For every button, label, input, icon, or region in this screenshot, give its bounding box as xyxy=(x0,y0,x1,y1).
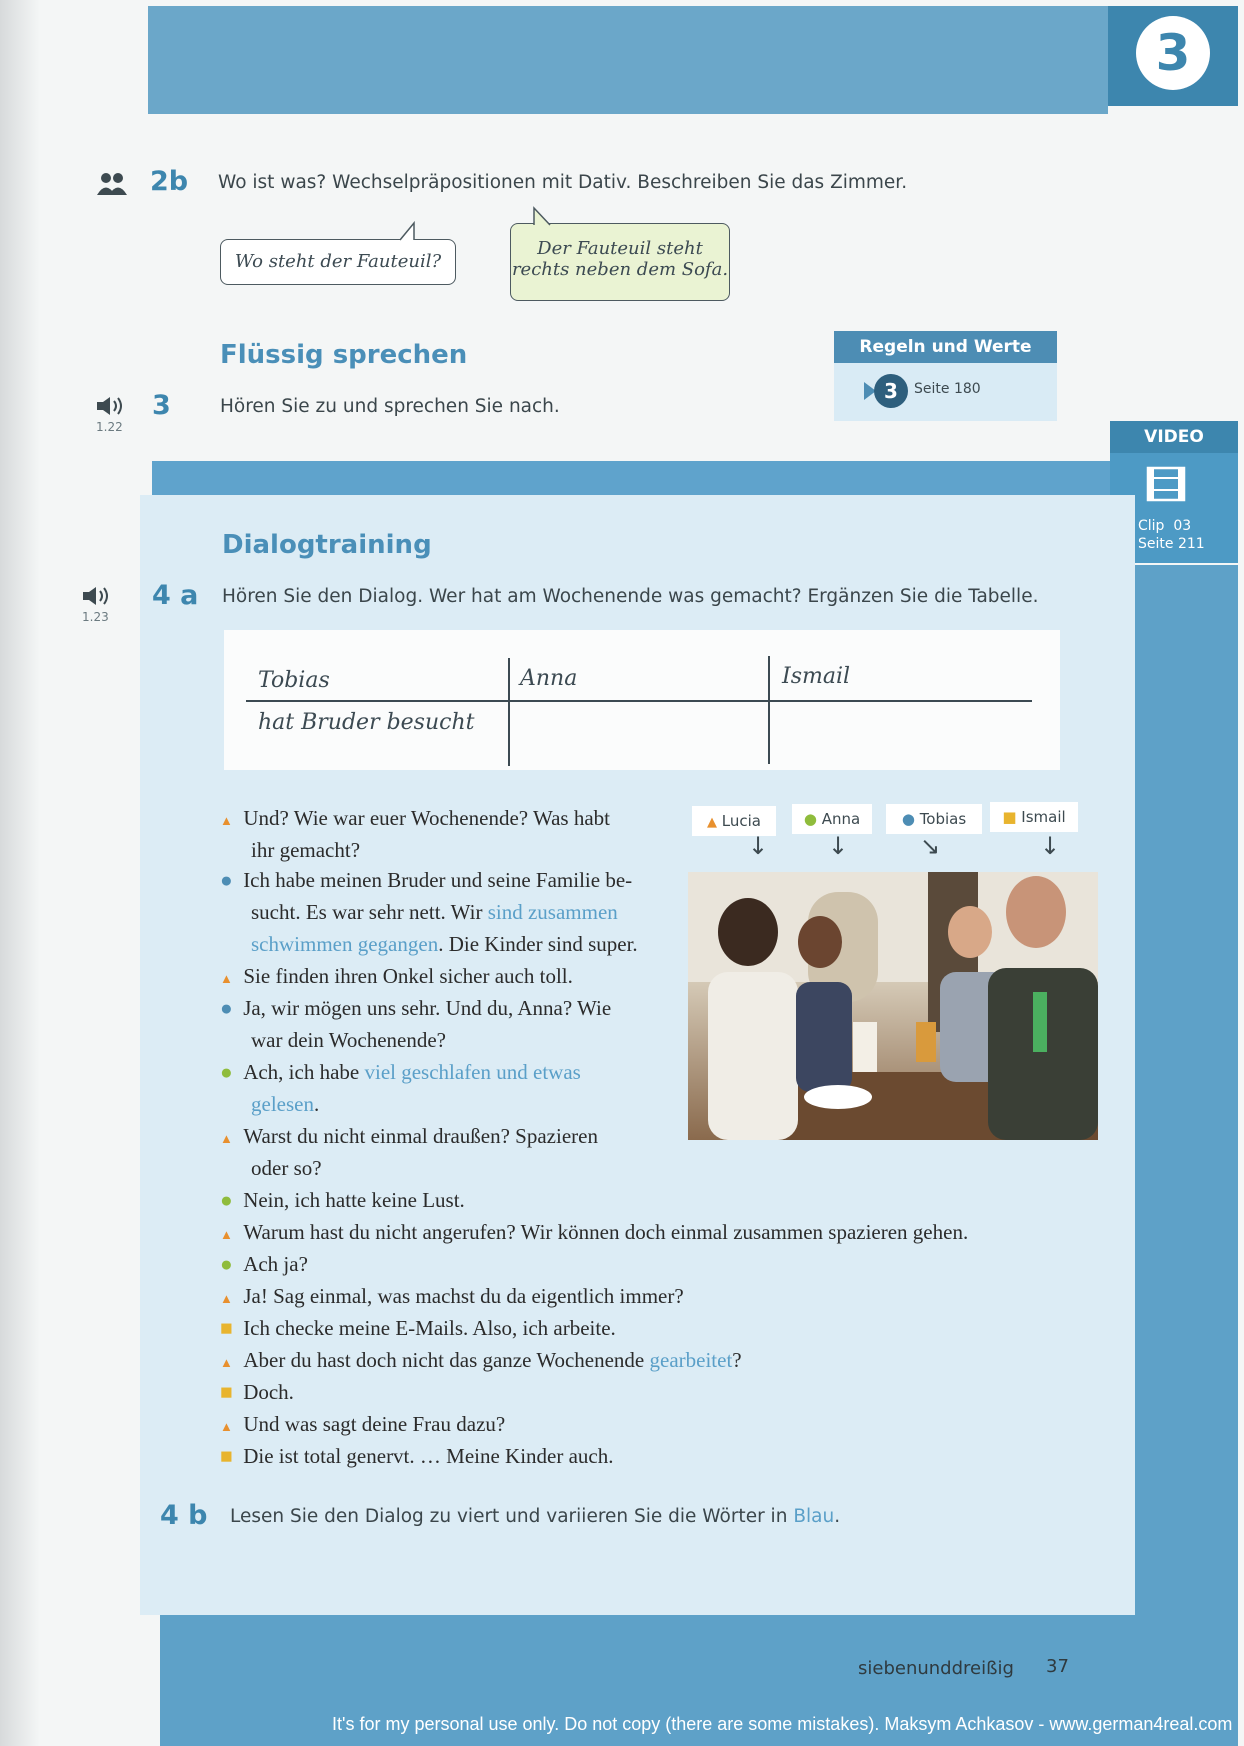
video-clip: Clip 03 xyxy=(1138,518,1192,534)
speaker-marker: ▲ xyxy=(220,971,233,986)
video-page: Seite 211 xyxy=(1138,536,1205,552)
dialog-text: Die ist total genervt. … Meine Kinder auch. xyxy=(243,1444,614,1468)
regeln-number: 3 xyxy=(874,374,908,408)
page-number: 37 xyxy=(1046,1656,1069,1677)
name-tag-lucia: ▲ Lucia xyxy=(692,806,776,836)
speech-bubble-answer xyxy=(510,223,730,301)
section-title-dialog: Dialogtraining xyxy=(222,530,432,560)
table-header: Ismail xyxy=(782,664,851,689)
dialog-text: Ja! Sag einmal, was machst du da eigentlich immer? xyxy=(243,1284,684,1308)
audio-track-number: 1.22 xyxy=(96,420,123,434)
table-rule xyxy=(246,700,1032,702)
arrow-down-icon: ↓ xyxy=(828,832,849,860)
dialog-line xyxy=(251,1088,319,1120)
speaker-marker: ▲ xyxy=(220,1131,233,1146)
arrow-down-icon: ↓ xyxy=(748,832,769,860)
instruction-text: Lesen Sie den Dialog zu viert und variieren Sie die Wörter in xyxy=(230,1506,794,1527)
dialog-text: sucht. Es war sehr nett. Wir xyxy=(251,900,488,924)
exercise-instruction-3: Hören Sie zu und sprechen Sie nach. xyxy=(220,396,560,417)
instruction-text: . xyxy=(834,1506,841,1527)
speaker-marker: ▲ xyxy=(220,1419,233,1434)
variable-phrase: sind zusammen xyxy=(487,900,618,924)
dialog-text: ? xyxy=(732,1348,742,1372)
dialog-text: Doch. xyxy=(243,1380,294,1404)
variable-phrase: gearbeitet xyxy=(649,1348,733,1372)
table-cell: hat Bruder besucht xyxy=(258,710,475,735)
dialog-line xyxy=(220,1408,505,1443)
section-title-fluessig: Flüssig sprechen xyxy=(220,340,468,370)
dialog-text: Ich habe meinen Bruder und seine Familie be- xyxy=(243,868,633,892)
dialog-text: Sie finden ihren Onkel sicher auch toll. xyxy=(243,964,573,988)
audio-icon[interactable] xyxy=(82,586,112,606)
dialog-text: oder so? xyxy=(251,1156,322,1180)
exercise-number-4b: 4 b xyxy=(160,1500,208,1531)
dialog-line xyxy=(220,802,610,837)
dialog-section-bar xyxy=(152,461,1110,495)
variable-phrase: schwimmen gegangen xyxy=(251,932,439,956)
speaker-marker: ● xyxy=(220,996,233,1020)
speaker-marker: ■ xyxy=(220,1316,233,1340)
dialog-line xyxy=(220,960,573,995)
pair-work-icon xyxy=(96,172,128,196)
exercise-number-4a: 4 a xyxy=(152,580,199,611)
dialog-line xyxy=(220,1056,581,1088)
dialog-text: Ja, wir mögen uns sehr. Und du, Anna? Wie xyxy=(243,996,612,1020)
speaker-marker: ▲ xyxy=(220,813,233,828)
audio-track-number: 1.23 xyxy=(82,610,109,624)
dialog-text: Warum hast du nicht angerufen? Wir können doch einmal zusammen spazieren gehen. xyxy=(243,1220,969,1244)
dialog-line xyxy=(251,1024,446,1056)
speaker-marker: ▲ xyxy=(220,1227,233,1242)
dialog-line xyxy=(220,992,611,1024)
dialog-text: Nein, ich hatte keine Lust. xyxy=(243,1188,465,1212)
dialog-line xyxy=(220,864,632,896)
dialog-line xyxy=(220,1344,742,1379)
table-divider xyxy=(768,656,770,764)
dialog-text: ihr gemacht? xyxy=(251,838,361,862)
dialog-text: Und was sagt deine Frau dazu? xyxy=(243,1412,506,1436)
speaker-marker: ■ xyxy=(220,1380,233,1404)
arrow-down-icon: ↘ xyxy=(920,832,941,860)
speaker-marker: ■ xyxy=(220,1444,233,1468)
name-label: Anna xyxy=(821,810,861,828)
dialog-text: Aber du hast doch nicht das ganze Wochenende xyxy=(243,1348,650,1372)
speaker-marker: ▲ xyxy=(220,1355,233,1370)
chapter-number: 3 xyxy=(1136,16,1210,90)
speaker-marker: ● xyxy=(220,1188,233,1212)
bubble-tail-icon xyxy=(398,221,418,241)
watermark: It's for my personal use only. Do not copy (there are some mistakes). Maksym Achkasov - www.german4real.com xyxy=(332,1714,1233,1734)
dialog-text: Warst du nicht einmal draußen? Spazieren xyxy=(243,1124,598,1148)
bubble-tail-icon xyxy=(532,206,552,226)
dialog-line xyxy=(251,928,638,960)
bubble-line: rechts neben dem Sofa. xyxy=(511,259,729,280)
film-icon xyxy=(1144,462,1188,506)
audio-icon[interactable] xyxy=(96,396,126,416)
exercise-number-3: 3 xyxy=(152,390,171,421)
exercise-instruction-4a: Hören Sie den Dialog. Wer hat am Wochenende was gemacht? Ergänzen Sie die Tabelle. xyxy=(222,586,1039,607)
speaker-marker: ▲ xyxy=(220,1291,233,1306)
dialog-line xyxy=(220,1120,598,1155)
dialog-line xyxy=(251,834,360,866)
exercise-instruction-2b: Wo ist was? Wechselpräpositionen mit Dativ. Beschreiben Sie das Zimmer. xyxy=(218,172,908,193)
variable-phrase: gelesen xyxy=(251,1092,314,1116)
dialog-text: Und? Wie war euer Wochenende? Was habt xyxy=(243,806,611,830)
exercise-instruction-4b xyxy=(230,1506,840,1527)
exercise-number-2b: 2b xyxy=(150,166,189,197)
table-header: Anna xyxy=(520,666,578,691)
speaker-marker: ● xyxy=(220,1060,233,1084)
dialog-line xyxy=(251,896,618,928)
arrow-down-icon: ↓ xyxy=(1040,832,1061,860)
regeln-page: Seite 180 xyxy=(914,381,981,397)
header-band xyxy=(148,6,1108,114)
dialog-line xyxy=(251,1152,322,1184)
dialog-text: . Die Kinder sind super. xyxy=(438,932,638,956)
dialog-line xyxy=(220,1440,614,1472)
dialog-line xyxy=(220,1376,294,1408)
name-tag-ismail: ■ Ismail xyxy=(990,802,1078,832)
page-number-word: siebenunddreißig xyxy=(858,1658,1014,1679)
instruction-highlight: Blau xyxy=(793,1506,835,1527)
bubble-text: Wo steht der Fauteuil? xyxy=(234,251,442,272)
speaker-marker: ● xyxy=(220,868,233,892)
dialog-line xyxy=(220,1216,968,1251)
restaurant-photo xyxy=(688,872,1098,1140)
dialog-text: war dein Wochenende? xyxy=(251,1028,446,1052)
dialog-text: . xyxy=(313,1092,320,1116)
dialog-line xyxy=(220,1248,308,1280)
dialog-text: Ach, ich habe xyxy=(243,1060,365,1084)
dialog-line xyxy=(220,1280,684,1315)
name-label: Lucia xyxy=(721,812,761,830)
name-tag-tobias: ● Tobias xyxy=(886,804,982,834)
speech-bubble-question xyxy=(220,239,456,285)
dialog-text: Ach ja? xyxy=(243,1252,308,1276)
speaker-marker: ● xyxy=(220,1252,233,1276)
dialog-line xyxy=(220,1184,465,1216)
regeln-box[interactable] xyxy=(834,363,1057,421)
dialog-text: Ich checke meine E-Mails. Also, ich arbeite. xyxy=(243,1316,616,1340)
bubble-line: Der Fauteuil steht xyxy=(537,238,703,259)
variable-phrase: viel geschlafen und etwas xyxy=(364,1060,581,1084)
dialog-line xyxy=(220,1312,616,1344)
regeln-title: Regeln und Werte xyxy=(834,331,1057,363)
name-label: Ismail xyxy=(1021,808,1066,826)
page-edge xyxy=(0,0,40,1746)
name-label: Tobias xyxy=(919,810,967,828)
video-label: VIDEO xyxy=(1110,421,1238,453)
name-tag-anna: ● Anna xyxy=(792,804,872,834)
table-divider xyxy=(508,658,510,766)
right-edge-strip xyxy=(1135,565,1238,1745)
table-header: Tobias xyxy=(258,668,330,693)
